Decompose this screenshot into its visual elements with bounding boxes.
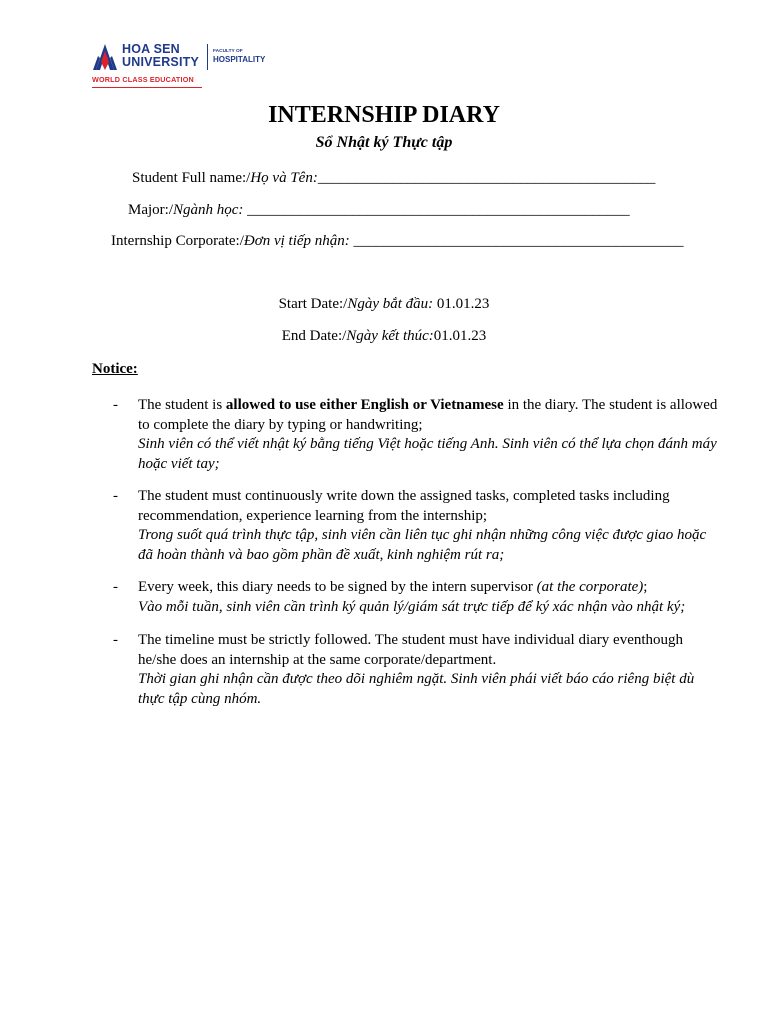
logo-tagline: WORLD CLASS EDUCATION bbox=[92, 75, 194, 84]
name-field: Student Full name:/Họ và Tên:_____________________________________________ bbox=[132, 170, 656, 186]
lotus-logo-icon bbox=[92, 42, 118, 72]
page-subtitle: Sổ Nhật ký Thực tập bbox=[315, 134, 453, 151]
notice-text-vi: Thời gian ghi nhận cần được theo dõi nghiêm ngặt. Sinh viên phái viết báo cáo riêng biệt dù thực tập cùng nhóm. bbox=[138, 671, 695, 707]
start-date-value: 01.01.23 bbox=[433, 296, 490, 312]
document-page: HOA SEN UNIVERSITY FACULTY OF HOSPITALITY WORLD CLASS EDUCATION INTERNSHIP DIARY Sổ Nhật ký Thực tập Student Full name:/Họ và Tên:_____________________________________________ Major:/Ngành học: ___________________________________________________ Internship Corporate:/Đơn vị tiếp nhận: ____________________________________________ Start Date:/Ngày bắt đầu: 01.01.23 End Date:/Ngày kết thúc:01.01.23 Notice: - The student is allowed to use either English or Vietnamese in the diary. The student is allowed to complete the diary by typing or handwriting; Sinh viên có thể viết nhật ký bằng tiếng Việt hoặc tiếng Anh. Sinh viên có thể lựa chọn đánh máy hoặc viết tay; - The student must continuously write down the assigned tasks, completed tasks including recommendation, experience learning from the internship; Trong suốt quá trình thực tập, sinh viên cần liên tục ghi nhận những công việc được giao hoặc đã hoàn thành và bao gồm phần đề xuất, kinh nghiệm rút ra; - Every week, this diary needs to be signed by the intern supervisor (at the corporate); Vào mỗi tuần, sinh viên cần trình ký quản lý/giám sát trực tiếp để ký xác nhận vào nhật ký; - The timeline must be strictly followed. The student must have individual diary eventhough he/she does an internship at the same corporate/department. Thời gian ghi nhận cần được theo dõi nghiêm ngặt. Sinh viên phái viết báo cáo riêng biệt dù thực tập cùng nhóm. bbox=[0, 0, 768, 1024]
corporate-blank[interactable]: ____________________________________________ bbox=[349, 233, 684, 249]
major-blank[interactable]: ___________________________________________________ bbox=[243, 202, 630, 218]
notice-heading: Notice: bbox=[92, 361, 138, 377]
university-name: HOA SEN UNIVERSITY bbox=[122, 42, 200, 69]
notice-text-vi: Vào mỗi tuần, sinh viên cần trình ký quản lý/giám sát trực tiếp để ký xác nhận vào nhật ký; bbox=[138, 598, 686, 615]
end-date: End Date:/Ngày kết thúc:01.01.23 bbox=[281, 328, 487, 344]
notice-text-en: The student must continuously write down the assigned tasks, completed tasks including recommendation, experience learning from the internship; bbox=[138, 488, 670, 524]
notice-text-vi: Trong suốt quá trình thực tập, sinh viên cần liên tục ghi nhận những công việc được giao hoặc đã hoàn thành và bao gồm phần đề xuất, kinh nghiệm rút ra; bbox=[138, 527, 707, 563]
page-title: INTERNSHIP DIARY bbox=[268, 102, 500, 128]
notice-text-en: Every week, this diary needs to be signed by the intern supervisor (at the corporate); bbox=[138, 579, 648, 595]
notice-text-en: The timeline must be strictly followed. The student must have individual diary eventhough he/she does an internship at the same corporate/department. bbox=[138, 632, 684, 668]
university-logo bbox=[92, 42, 292, 92]
notice-text-vi: Sinh viên có thể viết nhật ký bằng tiếng Việt hoặc tiếng Anh. Sinh viên có thể lựa chọn đánh máy hoặc viết tay; bbox=[138, 436, 717, 472]
tagline-underline bbox=[92, 87, 202, 88]
faculty-name: FACULTY OF HOSPITALITY bbox=[213, 49, 266, 64]
notice-text-en: The student is allowed to use either English or Vietnamese in the diary. The student is allowed to complete the diary by typing or handwriting; bbox=[138, 397, 718, 433]
major-field: Major:/Ngành học: ___________________________________________________ bbox=[128, 202, 630, 218]
logo-divider bbox=[207, 44, 208, 70]
name-blank[interactable]: _____________________________________________ bbox=[317, 170, 656, 186]
corporate-field: Internship Corporate:/Đơn vị tiếp nhận: ____________________________________________ bbox=[111, 233, 684, 249]
end-date-value: 01.01.23 bbox=[433, 328, 487, 344]
start-date: Start Date:/Ngày bắt đầu: 01.01.23 bbox=[278, 296, 490, 312]
